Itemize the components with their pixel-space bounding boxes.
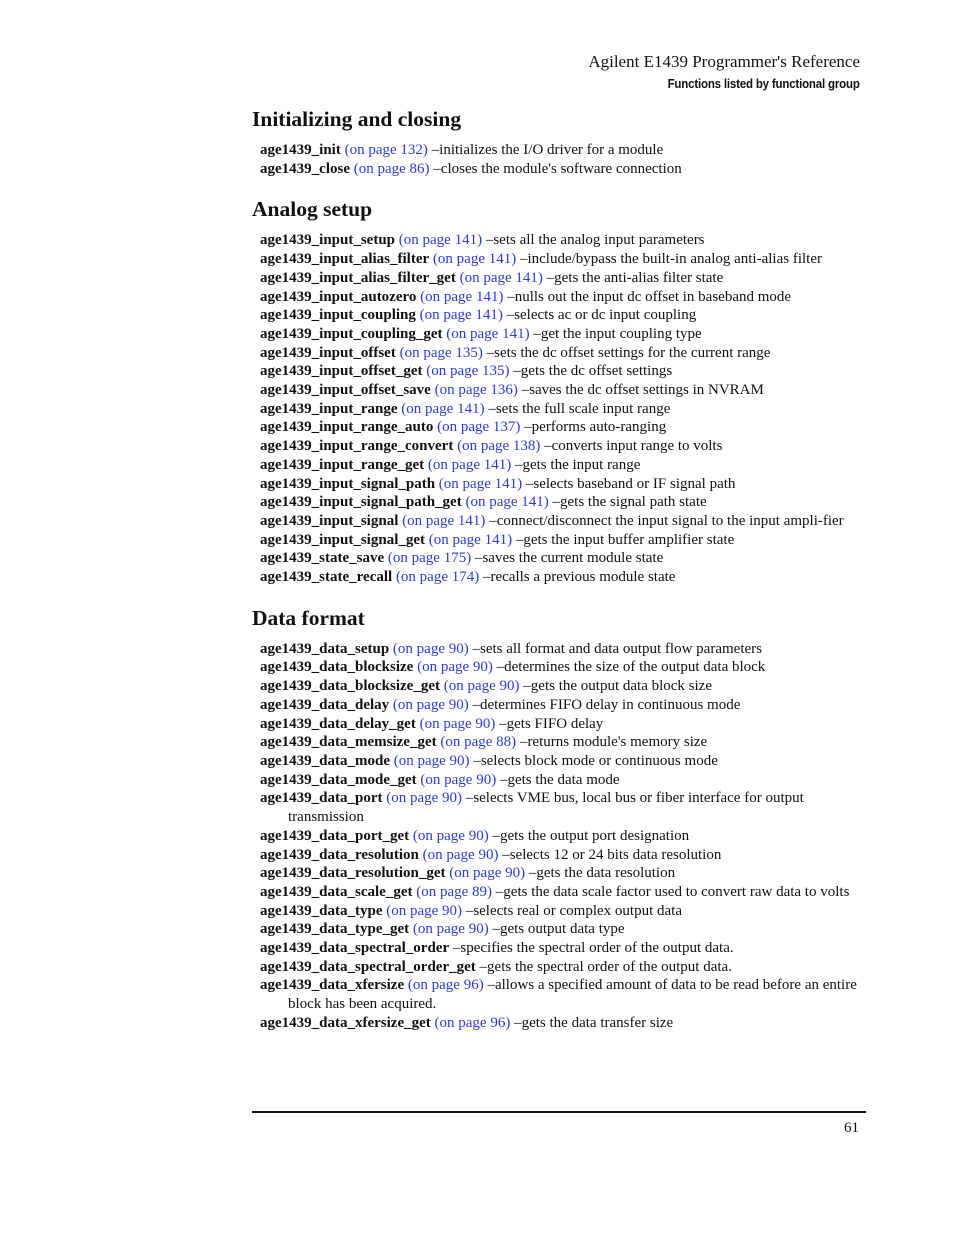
function-name: age1439_data_xfersize — [260, 977, 405, 994]
page-reference-link[interactable]: (on page 86) — [353, 160, 430, 177]
function-name: age1439_input_setup — [260, 232, 396, 249]
function-description: –determines the size of the output data block — [496, 659, 766, 676]
page-reference-link[interactable]: (on page 137) — [437, 419, 521, 436]
page-reference-link[interactable]: (on page 90) — [412, 921, 489, 938]
running-header — [588, 51, 860, 93]
page-number: 61 — [844, 1120, 859, 1136]
function-name: age1439_data_port_get — [260, 827, 410, 844]
function-entry — [252, 883, 866, 902]
function-name: age1439_state_save — [260, 550, 385, 567]
function-entry — [252, 269, 866, 288]
function-name: age1439_init — [260, 142, 341, 158]
function-description: –get the input coupling type — [533, 325, 702, 342]
section-spacer — [252, 587, 866, 603]
function-description: –closes the module's software connection — [433, 160, 682, 177]
page-reference-link[interactable]: (on page 141) — [459, 269, 543, 286]
page-reference-link[interactable]: (on page 141) — [398, 232, 483, 249]
function-description: –include/bypass the built-in analog anti-alias filter — [519, 251, 822, 268]
function-name: age1439_state_recall — [260, 569, 393, 586]
function-entry — [252, 512, 866, 531]
function-name: age1439_input_range_convert — [260, 438, 454, 455]
function-description: –gets the anti-alias filter state — [546, 269, 724, 286]
function-description: –initializes the I/O driver for a module — [431, 142, 664, 158]
function-description: –gets the spectral order of the output data. — [479, 958, 732, 975]
function-entry — [252, 344, 866, 363]
page-reference-link[interactable]: (on page 90) — [412, 827, 489, 844]
function-description: –gets the data mode — [499, 771, 620, 788]
function-name: age1439_data_resolution — [260, 846, 419, 863]
function-description: –gets FIFO delay — [499, 715, 604, 732]
function-entry — [252, 696, 866, 715]
function-entry — [252, 733, 866, 752]
page-reference-link[interactable]: (on page 141) — [401, 400, 485, 417]
function-name: age1439_input_alias_filter_get — [260, 269, 456, 286]
document-title: Agilent E1439 Programmer's Reference — [588, 52, 860, 71]
page-reference-link[interactable]: (on page 88) — [440, 734, 517, 751]
page-reference-link[interactable]: (on page 138) — [457, 438, 541, 455]
function-description: –gets the input buffer amplifier state — [515, 531, 735, 548]
function-entry — [252, 640, 866, 659]
function-entry — [252, 306, 866, 325]
page-reference-link[interactable]: (on page 141) — [402, 512, 486, 529]
section-heading: Analog setup — [252, 197, 373, 222]
function-description: –gets output data type — [492, 921, 625, 938]
function-name: age1439_data_mode — [260, 752, 390, 769]
page-reference-link[interactable]: (on page 90) — [422, 846, 499, 863]
function-name: age1439_data_scale_get — [260, 883, 413, 900]
function-description: –sets all the analog input parameters — [485, 232, 705, 249]
function-description: –saves the current module state — [474, 550, 664, 567]
function-entry — [252, 939, 866, 958]
function-entry — [252, 902, 866, 921]
function-description: –selects block mode or continuous mode — [473, 752, 718, 769]
function-description: –selects ac or dc input coupling — [506, 307, 697, 324]
function-description: –converts input range to volts — [544, 438, 723, 455]
function-name: age1439_input_coupling_get — [260, 325, 443, 342]
function-description: –recalls a previous module state — [483, 569, 676, 586]
function-description: –gets the signal path state — [552, 494, 707, 511]
function-entry — [252, 325, 866, 344]
page-reference-link[interactable]: (on page 90) — [417, 659, 493, 676]
page-reference-link[interactable]: (on page 90) — [386, 790, 463, 807]
section-heading: Initializing and closing — [252, 107, 462, 131]
function-description: –gets the data transfer size — [514, 1014, 674, 1031]
function-entry — [252, 362, 866, 381]
function-name: age1439_data_mode_get — [260, 771, 417, 788]
function-name: age1439_input_offset_save — [260, 382, 431, 399]
page-reference-link[interactable]: (on page 136) — [434, 382, 518, 399]
function-entry — [252, 846, 866, 865]
function-name: age1439_data_setup — [260, 640, 390, 657]
function-description: –selects real or complex output data — [465, 902, 682, 919]
function-description: –gets the output port designation — [492, 827, 690, 844]
function-name: age1439_input_range_get — [260, 456, 425, 473]
function-name: age1439_data_spectral_order_get — [260, 958, 476, 975]
function-entry — [252, 456, 866, 475]
function-entry — [252, 771, 866, 790]
function-description: –allows a specified amount of data to be read before an entire block has been acquired. — [288, 977, 857, 1013]
function-description: –sets the dc offset settings for the current range — [486, 344, 771, 361]
function-entry — [252, 568, 866, 587]
page-reference-link[interactable]: (on page 141) — [446, 325, 530, 342]
function-entry — [252, 715, 866, 734]
function-name: age1439_data_delay — [260, 696, 390, 713]
function-description: –performs auto-ranging — [524, 419, 667, 436]
function-entry — [252, 789, 866, 826]
function-name: age1439_data_type_get — [260, 921, 410, 938]
function-name: age1439_data_memsize_get — [260, 734, 437, 751]
function-name: age1439_data_port — [260, 790, 383, 807]
page-reference-link[interactable]: (on page 90) — [392, 696, 469, 713]
function-name: age1439_data_blocksize — [260, 659, 414, 676]
function-name: age1439_input_signal_path — [260, 475, 436, 492]
page-reference-link[interactable]: (on page 141) — [438, 475, 523, 492]
page-reference-link[interactable]: (on page 175) — [387, 550, 472, 567]
function-entry — [252, 976, 866, 1013]
function-entry — [252, 658, 866, 677]
function-description: –gets the data scale factor used to convert raw data to volts — [495, 883, 850, 900]
page-reference-link[interactable]: (on page 141) — [432, 251, 517, 268]
function-entry — [252, 250, 866, 269]
section-heading: Data format — [252, 605, 365, 630]
function-name: age1439_input_range — [260, 400, 398, 417]
page-reference-link[interactable]: (on page 90) — [449, 865, 526, 882]
function-description: –connect/disconnect the input signal to the input ampli-fier — [489, 512, 844, 529]
page-reference-link[interactable]: (on page 141) — [465, 494, 549, 511]
function-entry — [252, 475, 866, 494]
function-name: age1439_input_range_auto — [260, 419, 434, 436]
function-name: age1439_input_offset — [260, 344, 396, 361]
function-entry — [252, 160, 866, 179]
function-entry — [252, 437, 866, 456]
function-list — [252, 141, 866, 178]
page-reference-link[interactable]: (on page 96) — [434, 1014, 511, 1031]
page-reference-link[interactable]: (on page 135) — [399, 344, 483, 361]
function-list — [252, 231, 866, 586]
function-entry — [252, 381, 866, 400]
function-name: age1439_input_signal_get — [260, 531, 426, 548]
function-name: age1439_data_blocksize_get — [260, 678, 440, 695]
page-reference-link[interactable]: (on page 96) — [407, 977, 484, 994]
function-name: age1439_data_resolution_get — [260, 865, 446, 882]
function-entry — [252, 493, 866, 512]
function-description: –sets all format and data output flow parameters — [472, 640, 762, 657]
page-reference-link[interactable]: (on page 90) — [443, 678, 520, 695]
page-reference-link[interactable]: (on page 141) — [427, 456, 512, 473]
function-description: –returns module's memory size — [519, 734, 708, 751]
function-name: age1439_input_signal — [260, 512, 399, 529]
function-description: –selects baseband or IF signal path — [525, 475, 736, 492]
page-reference-link[interactable]: (on page 141) — [428, 531, 513, 548]
page-reference-link[interactable]: (on page 141) — [420, 288, 504, 305]
function-entry — [252, 231, 866, 250]
function-description: –determines FIFO delay in continuous mode — [472, 696, 741, 713]
page-reference-link[interactable]: (on page 135) — [426, 363, 510, 380]
function-entry — [252, 827, 866, 846]
function-description: –selects VME bus, local bus or fiber interface for output transmission — [288, 790, 804, 826]
function-description: –gets the output data block size — [523, 678, 712, 695]
page-reference-link[interactable]: (on page 89) — [416, 883, 493, 900]
function-entry — [252, 958, 866, 977]
function-entry — [252, 288, 866, 307]
page-reference-link[interactable]: (on page 90) — [419, 715, 496, 732]
function-name: age1439_data_delay_get — [260, 715, 416, 732]
function-name: age1439_input_alias_filter — [260, 251, 430, 268]
function-entry — [252, 141, 866, 160]
function-name: age1439_input_offset_get — [260, 363, 423, 380]
function-description: –gets the input range — [514, 456, 641, 473]
function-entry — [252, 549, 866, 568]
function-description: –saves the dc offset settings in NVRAM — [521, 382, 764, 399]
function-list — [252, 640, 866, 1033]
function-description: –gets the data resolution — [528, 865, 676, 882]
function-entry — [252, 677, 866, 696]
function-name: age1439_close — [260, 160, 350, 177]
function-entry — [252, 400, 866, 419]
section-spacer — [252, 178, 866, 194]
function-name: age1439_data_spectral_order — [260, 940, 450, 957]
function-name: age1439_input_signal_path_get — [260, 494, 462, 511]
function-name: age1439_data_xfersize_get — [260, 1014, 431, 1031]
page-reference-link[interactable]: (on page 90) — [393, 752, 470, 769]
function-name: age1439_input_coupling — [260, 307, 416, 324]
function-name: age1439_data_type — [260, 902, 383, 919]
function-description: –nulls out the input dc offset in baseband mode — [507, 288, 792, 305]
function-entry — [252, 1014, 866, 1033]
function-description: –specifies the spectral order of the output data. — [452, 940, 734, 957]
page-reference-link[interactable]: (on page 90) — [386, 902, 463, 919]
page-reference-link[interactable]: (on page 90) — [392, 640, 469, 657]
function-entry — [252, 531, 866, 550]
function-name: age1439_input_autozero — [260, 288, 417, 305]
function-description: –selects 12 or 24 bits data resolution — [502, 846, 722, 863]
page-reference-link[interactable]: (on page 174) — [395, 569, 480, 586]
function-list-content — [252, 104, 866, 1033]
page-reference-link[interactable]: (on page 141) — [419, 307, 503, 324]
function-entry — [252, 752, 866, 771]
page-reference-link[interactable]: (on page 132) — [344, 142, 428, 158]
function-entry — [252, 864, 866, 883]
function-description: –sets the full scale input range — [488, 400, 671, 417]
page-reference-link[interactable]: (on page 90) — [420, 771, 497, 788]
function-entry — [252, 418, 866, 437]
chapter-subtitle: Functions listed by functional group — [667, 77, 860, 91]
function-description: –gets the dc offset settings — [513, 363, 673, 380]
footer-divider — [252, 1111, 866, 1113]
function-entry — [252, 920, 866, 939]
